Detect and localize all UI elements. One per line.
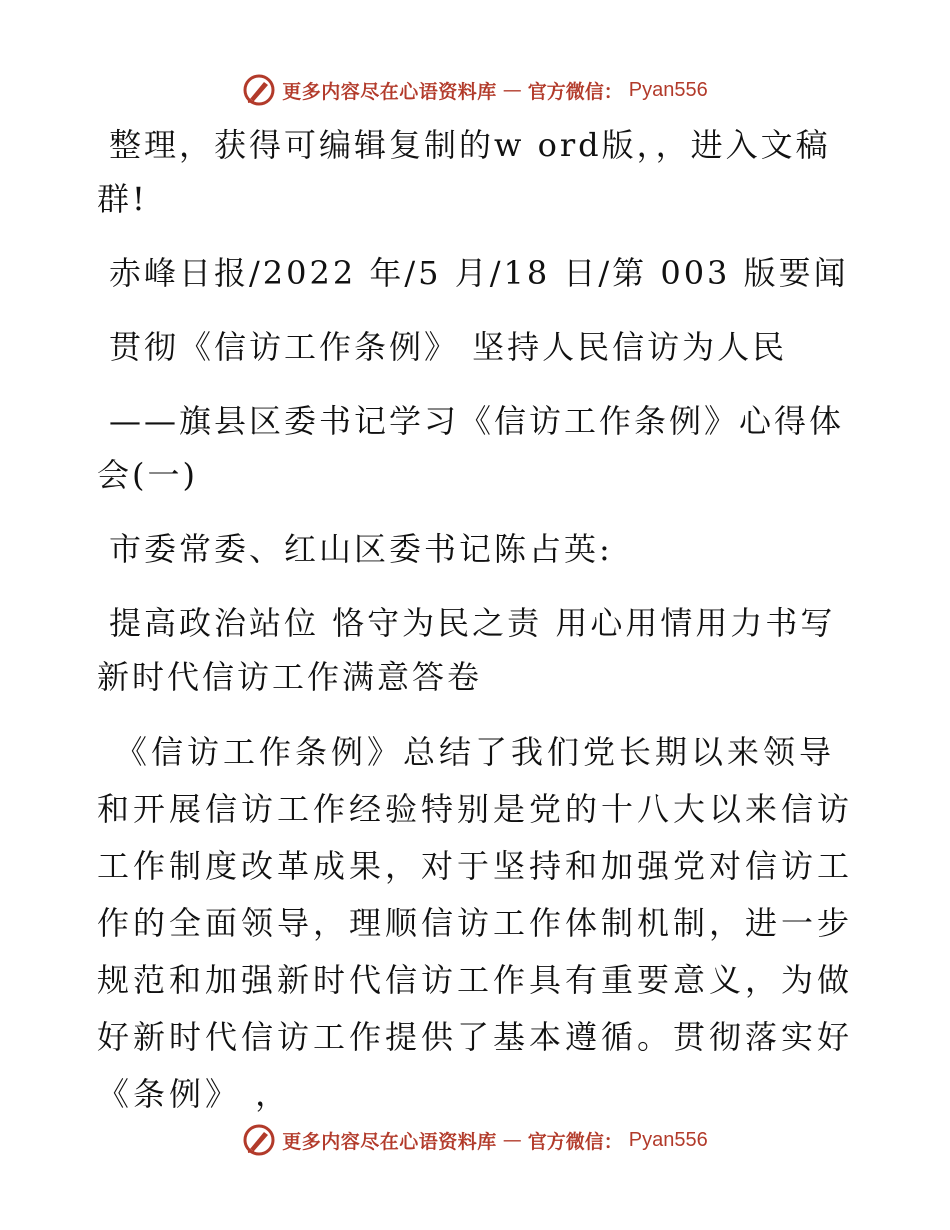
header-watermark [0, 70, 950, 110]
watermark-dash: — [502, 1129, 522, 1151]
intro-paragraph: 整理，获得可编辑复制的w ord版，，进入文稿群! [97, 126, 831, 218]
section-heading: 提高政治站位 恪守为民之责 用心用情用力书写新时代信访工作满意答卷 [97, 604, 836, 696]
source-line: 赤峰日报/2022 年/5 月/18 日/第 003 版要闻 [109, 254, 849, 292]
watermark-dash: — [502, 79, 522, 101]
watermark-wechat-id: Pyan556 [628, 78, 708, 101]
watermark-brand-text: 更多内容尽在心语资料库 [282, 80, 497, 103]
body-paragraph: 《信访工作条例》总结了我们党长期以来领导和开展信访工作经验特别是党的十八大以来信访工作制度改革成果，对于坚持和加强党对信访工作的全面领导，理顺信访工作体制机制，进一步规范和加强新时代信访工作具有重要意义，为做好新时代信访工作提供了基本遵循。贯彻落实好《条例》 ， [97, 733, 854, 1113]
quill-logo-icon [242, 1123, 276, 1157]
author-line: 市委常委、红山区委书记陈占英: [109, 530, 613, 568]
document-body [97, 118, 857, 1143]
watermark-brand-text: 更多内容尽在心语资料库 [282, 1130, 497, 1153]
watermark-wechat-label: 官方微信： [527, 1130, 623, 1153]
quill-logo-icon [242, 73, 276, 107]
footer-watermark [0, 1120, 950, 1160]
article-title: 贯彻《信访工作条例》 坚持人民信访为人民 [109, 328, 788, 366]
article-subtitle: ——旗县区委书记学习《信访工作条例》心得体会(一) [97, 402, 845, 494]
watermark-wechat-id: Pyan556 [628, 1128, 708, 1151]
watermark-wechat-label: 官方微信： [527, 80, 623, 103]
